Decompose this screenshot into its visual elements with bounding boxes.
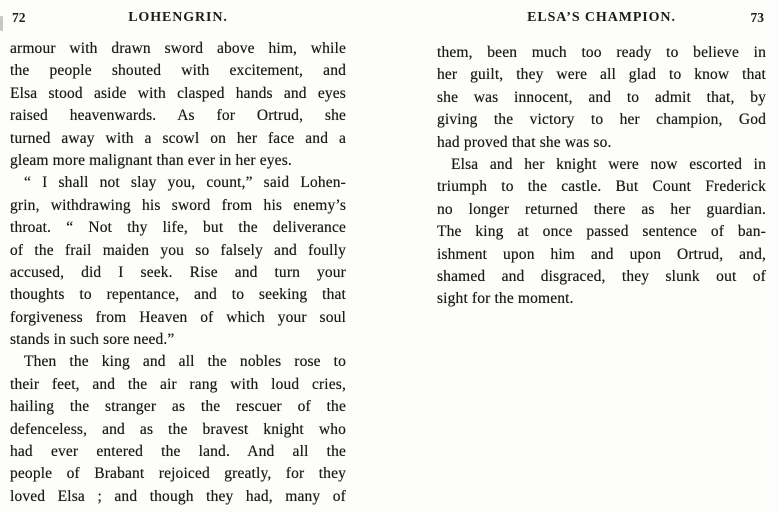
text-line: throat. “ Not thy life, but the deliverance [10, 219, 346, 237]
right-page-header [437, 10, 766, 32]
text-line: Elsa and her knight were now escorted in [451, 155, 766, 173]
left-page [10, 10, 346, 505]
text-line: no longer returned there as her guardian. [437, 200, 766, 218]
text-line: raised heavenwards. As for Ortrud, she [10, 107, 346, 125]
paragraph [10, 38, 346, 172]
text-line: loved Elsa ; and though they had, many of [10, 487, 346, 505]
text-line: grin, withdrawing his sword from his enemy’s [10, 196, 346, 214]
page-number-right: 73 [750, 10, 764, 25]
text-line: stands in such sore need.” [10, 331, 175, 349]
text-line: Elsa stood aside with clasped hands and eyes [10, 84, 346, 102]
text-line: triumph to the castle. But Count Frederick [437, 178, 766, 196]
running-title-right: ELSA’S CHAMPION. [527, 10, 676, 25]
paragraph [10, 351, 346, 508]
text-line: Then the king and all the nobles rose to [24, 353, 346, 371]
right-page [437, 10, 766, 308]
left-page-header [10, 10, 346, 32]
text-line: forgiveness from Heaven of which your soul [10, 308, 346, 326]
text-line: “ I shall not slay you, count,” said Lohen- [24, 174, 346, 192]
text-line: their feet, and the air rang with loud cries, [10, 375, 346, 393]
text-line: the people shouted with excitement, and [10, 62, 346, 80]
page-number-left: 72 [12, 10, 26, 25]
text-line: giving the victory to her champion, God [437, 111, 766, 129]
paragraph [10, 172, 346, 351]
text-line: them, been much too ready to believe in [437, 44, 766, 61]
text-line: sight for the moment. [437, 290, 574, 308]
text-line: of the frail maiden you so falsely and foully [10, 241, 346, 259]
paragraph [437, 154, 766, 311]
text-line: turned away with a scowl on her face and a [10, 129, 346, 147]
text-line: The king at once passed sentence of ban- [437, 223, 766, 241]
text-line: shamed and disgraced, they slunk out of [437, 267, 766, 285]
text-line: defenceless, and as the bravest knight who [10, 420, 346, 438]
text-line: thoughts to repentance, and to seeking that [10, 286, 346, 304]
text-line: her guilt, they were all glad to know that [437, 66, 766, 84]
running-title-left: LOHENGRIN. [128, 10, 228, 25]
text-line: gleam more malignant than ever in her eyes. [10, 151, 292, 169]
paragraph [437, 42, 766, 154]
text-line: ishment upon him and upon Ortrud, and, [437, 245, 766, 263]
text-line: had ever entered the land. And all the [10, 443, 346, 461]
left-page-text [10, 38, 346, 508]
text-line: accused, did I seek. Rise and turn your [10, 263, 346, 281]
text-line: armour with drawn sword above him, while [10, 40, 346, 57]
scan-artifact [0, 16, 3, 31]
text-line: people of Brabant rejoiced greatly, for they [10, 465, 346, 483]
text-line: she was innocent, and to admit that, by [437, 88, 766, 106]
text-line: had proved that she was so. [437, 133, 612, 151]
right-page-text [437, 42, 766, 311]
text-line: hailing the stranger as the rescuer of the [10, 398, 346, 416]
